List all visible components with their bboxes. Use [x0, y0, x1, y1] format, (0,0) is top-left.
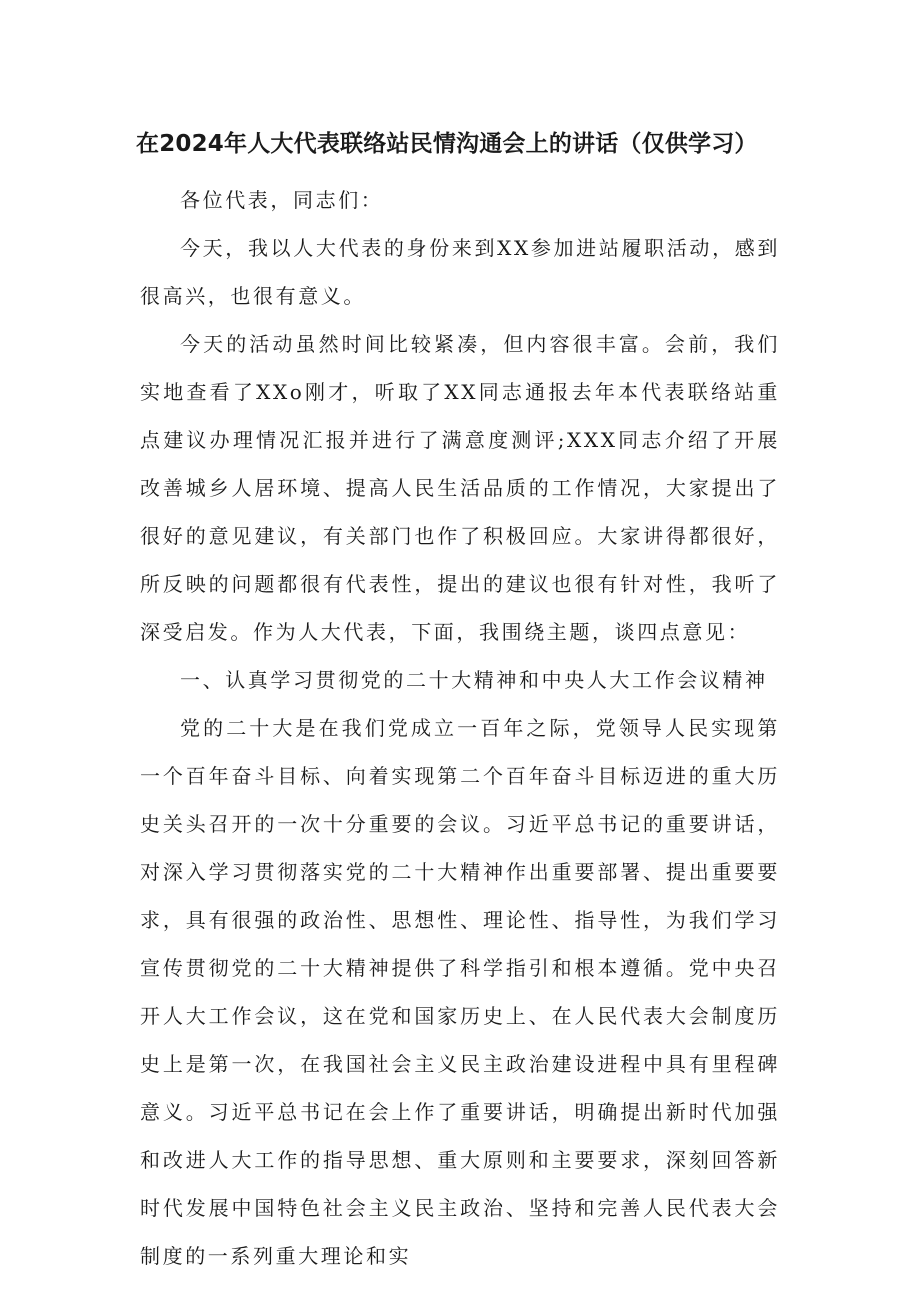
salutation-paragraph: 各位代表，同志们：	[180, 188, 384, 212]
document-title: 在2024年人大代表联络站民情沟通会上的讲话（仅供学习）	[136, 131, 758, 157]
document-body	[140, 176, 780, 1280]
section-heading: 一、认真学习贯彻党的二十大精神和中央人大工作会议精神	[180, 668, 768, 692]
body-paragraph: 今天，我以人大代表的身份来到XX参加进站履职活动，感到很高兴，也很有意义。	[140, 236, 780, 308]
body-paragraph: 党的二十大是在我们党成立一百年之际，党领导人民实现第一个百年奋斗目标、向着实现第二个百年奋斗目标迈进的重大历史关头召开的一次十分重要的会议。习近平总书记的重要讲话，对深入学习贯彻落实党的二十大精神作出重要部署、提出重要要求，具有很强的政治性、思想性、理论性、指导性，为我们学习宣传贯彻党的二十大精神提供了科学指引和根本遵循。党中央召开人大工作会议，这在党和国家历史上、在人民代表大会制度历史上是第一次，在我国社会主义民主政治建设进程中具有里程碑意义。习近平总书记在会上作了重要讲话，明确提出新时代加强和改进人大工作的指导思想、重大原则和主要要求，深刻回答新时代发展中国特色社会主义民主政治、坚持和完善人民代表大会制度的一系列重大理论和实	[140, 716, 780, 1268]
body-paragraph: 今天的活动虽然时间比较紧凑，但内容很丰富。会前，我们实地查看了XXo刚才，听取了XX同志通报去年本代表联络站重点建议办理情况汇报并进行了满意度测评;XXX同志介绍了开展改善城乡人居环境、提高人民生活品质的工作情况，大家提出了很好的意见建议，有关部门也作了积极回应。大家讲得都很好，所反映的问题都很有代表性，提出的建议也很有针对性，我听了深受启发。作为人大代表，下面，我围绕主题，谈四点意见：	[140, 332, 780, 644]
